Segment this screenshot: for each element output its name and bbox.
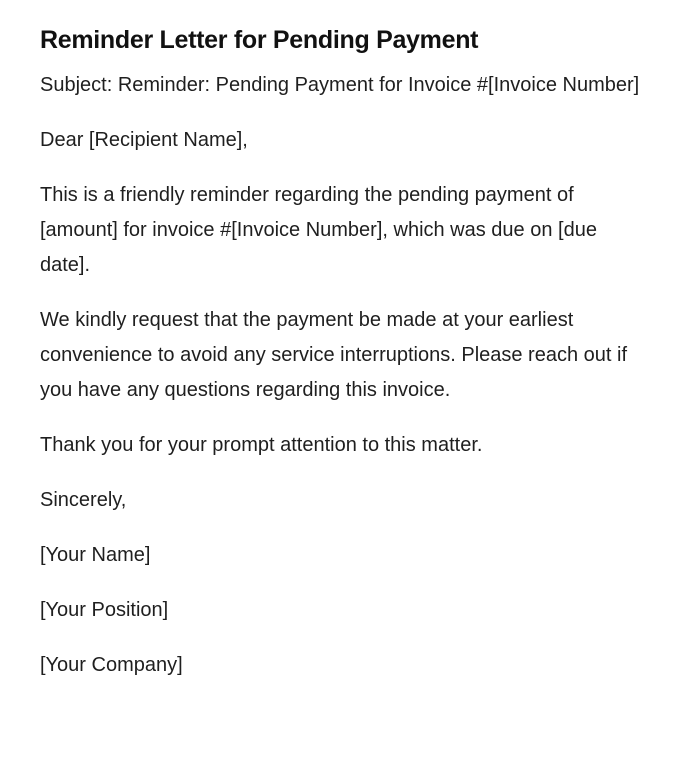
letter-subject: Subject: Reminder: Pending Payment for Invoice #[Invoice Number]: [40, 74, 640, 96]
letter-paragraph-request: We kindly request that the payment be made at your earliest convenience to avoid any service interruptions. Please reach out if you have any questions regarding this invoice.: [40, 309, 628, 401]
letter-title: Reminder Letter for Pending Payment: [40, 26, 479, 54]
letter-paragraph-reminder: This is a friendly reminder regarding the pending payment of [amount] for invoice #[Invoice Number], which was due on [due date].: [40, 184, 597, 276]
letter-closing: Sincerely,: [40, 489, 127, 511]
letter-paragraph-thanks: Thank you for your prompt attention to this matter.: [40, 434, 483, 456]
letter-greeting: Dear [Recipient Name],: [40, 129, 248, 151]
signature-position: [Your Position]: [40, 599, 169, 621]
signature-company: [Your Company]: [40, 654, 183, 676]
signature-name: [Your Name]: [40, 544, 151, 566]
